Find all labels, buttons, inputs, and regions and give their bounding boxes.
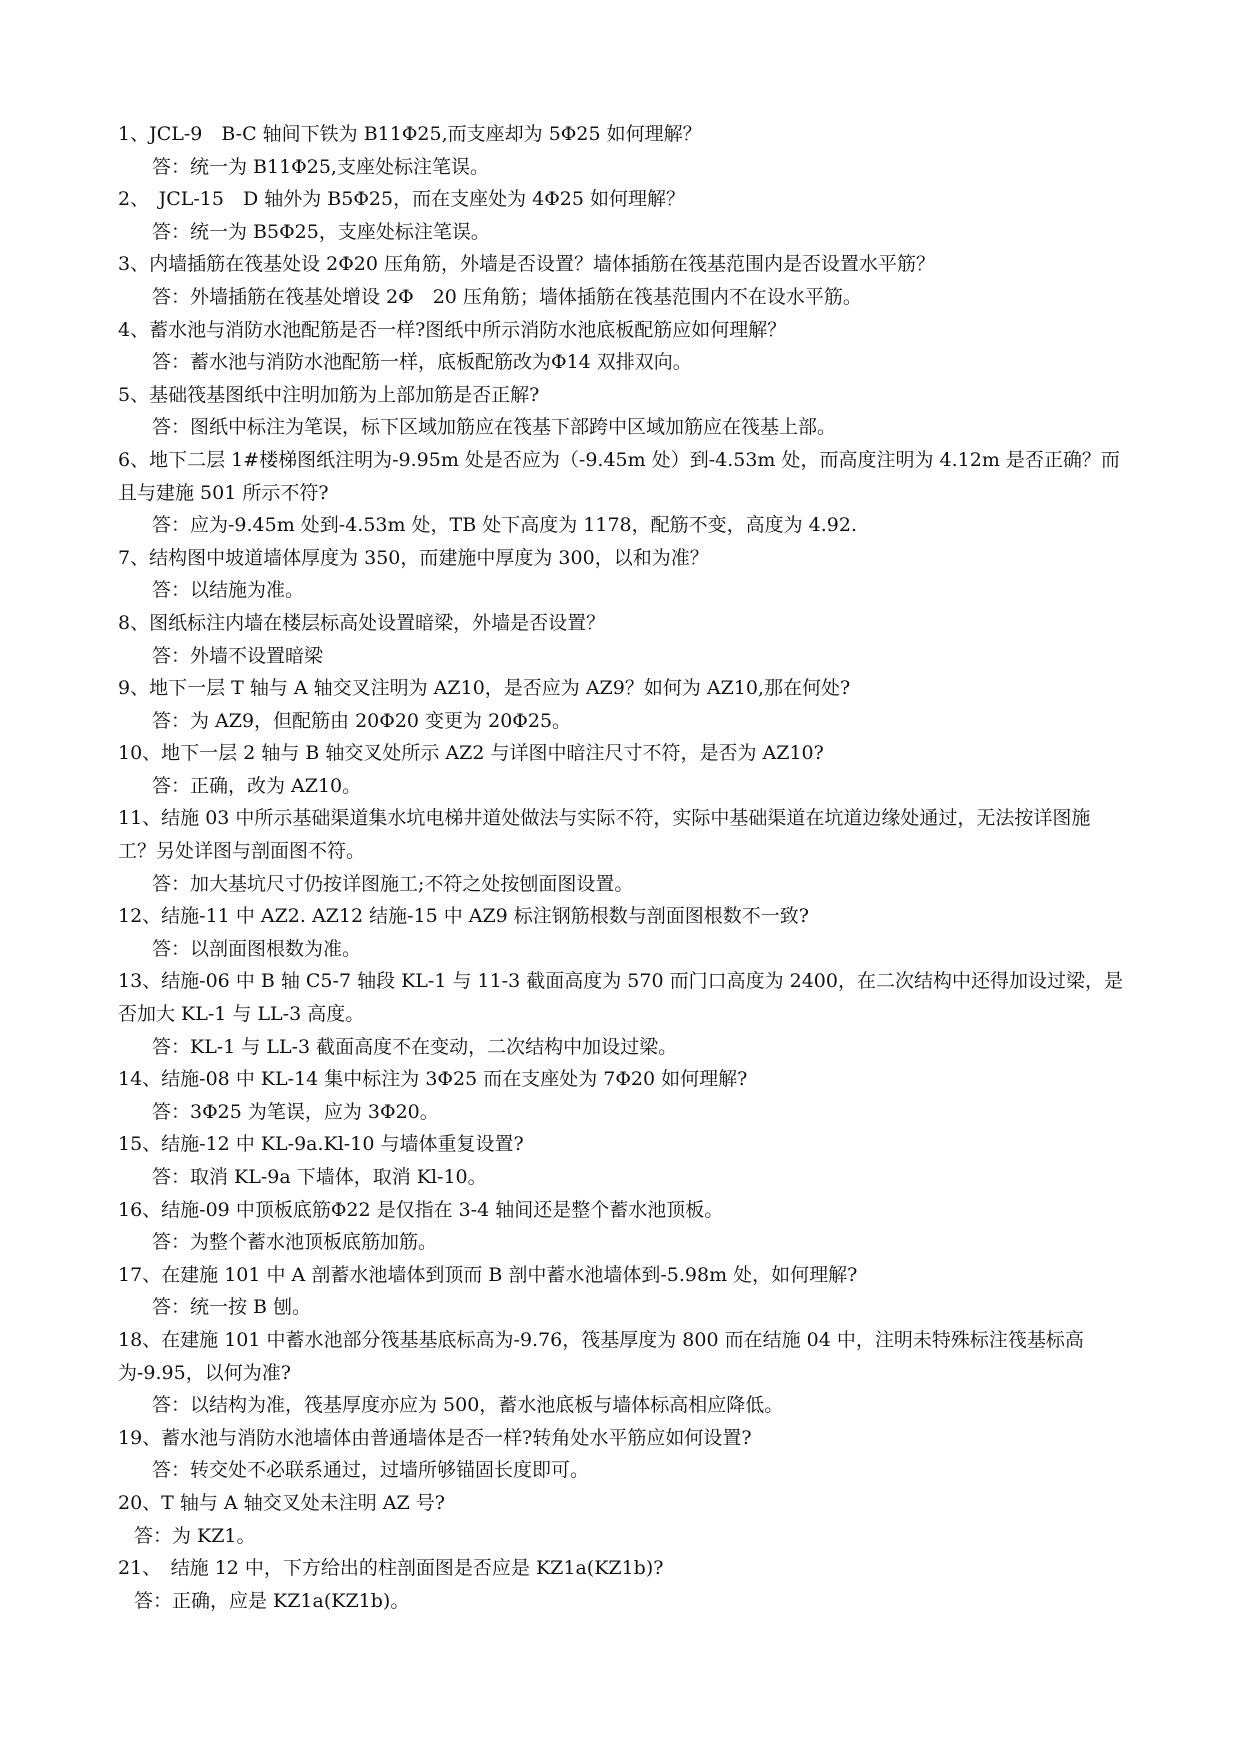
question-2: 2、 JCL-15 D 轴外为 B5Φ25，而在支座处为 4Φ25 如何理解？ — [118, 188, 685, 211]
question-12: 12、结施-11 中 AZ2. AZ12 结施-15 中 AZ9 标注钢筋根数与剖面图根数不一致? — [118, 905, 809, 928]
answer-4: 答：蓄水池与消防水池配筋一样，底板配筋改为Φ14 双排双向。 — [152, 351, 692, 374]
question-5: 5、基础筏基图纸中注明加筋为上部加筋是否正解? — [118, 383, 540, 406]
answer-5: 答：图纸中标注为笔误，标下区域加筋应在筏基下部跨中区域加筋应在筏基上部。 — [152, 416, 837, 439]
answer-7: 答：以结施为准。 — [152, 579, 305, 602]
answer-12: 答：以剖面图根数为准。 — [152, 937, 362, 960]
question-19: 19、蓄水池与消防水池墙体由普通墙体是否一样?转角处水平筋应如何设置? — [118, 1426, 752, 1449]
answer-10: 答：正确，改为 AZ10。 — [152, 774, 362, 797]
answer-17: 答：统一按 B 刨。 — [152, 1296, 312, 1319]
answer-18: 答：以结构为准，筏基厚度亦应为 500，蓄水池底板与墙体标高相应降低。 — [152, 1394, 784, 1417]
question-18: 18、在建施 101 中蓄水池部分筏基基底标高为-9.76，筏基厚度为 800 而在结施 04 中，注明未特殊标注筏基标高为-9.95，以何为准? — [118, 1328, 1084, 1384]
question-20: 20、T 轴与 A 轴交叉处未注明 AZ 号? — [118, 1491, 445, 1514]
question-4: 4、蓄水池与消防水池配筋是否一样?图纸中所示消防水池底板配筋应如何理解？ — [118, 318, 787, 341]
question-21: 21、 结施 12 中，下方给出的柱剖面图是否应是 KZ1a(KZ1b)? — [118, 1557, 664, 1580]
question-14: 14、结施-08 中 KL-14 集中标注为 3Φ25 而在支座处为 7Φ20 如何理解? — [118, 1068, 748, 1091]
answer-21: 答：正确，应是 KZ1a(KZ1b)。 — [134, 1589, 410, 1612]
question-8: 8、图纸标注内墙在楼层标高处设置暗梁，外墙是否设置？ — [118, 611, 606, 634]
question-17: 17、在建施 101 中 A 剖蓄水池墙体到顶而 B 剖中蓄水池墙体到-5.98m 处，如何理解? — [118, 1263, 858, 1286]
answer-8: 答：外墙不设置暗梁 — [152, 644, 324, 667]
answer-6: 答：应为-9.45m 处到-4.53m 处，TB 处下高度为 1178，配筋不变，高度为 4.92. — [152, 514, 858, 537]
answer-13: 答：KL-1 与 LL-3 截面高度不在变动，二次结构中加设过梁。 — [152, 1035, 678, 1058]
question-15: 15、结施-12 中 KL-9a.Kl-10 与墙体重复设置? — [118, 1133, 524, 1156]
answer-15: 答：取消 KL-9a 下墙体，取消 Kl-10。 — [152, 1166, 487, 1188]
answer-16: 答：为整个蓄水池顶板底筋加筋。 — [152, 1231, 438, 1254]
answer-19: 答：转交处不必联系通过，过墙所够锚固长度即可。 — [152, 1459, 590, 1482]
question-11: 11、结施 03 中所示基础渠道集水坑电梯井道处做法与实际不符，实际中基础渠道在坑道边缘处通过，无法按详图施工？另处详图与剖面图不符。 — [118, 807, 1091, 863]
answer-2: 答：统一为 B5Φ25，支座处标注笔误。 — [152, 220, 490, 243]
answer-11: 答：加大基坑尺寸仍按详图施工;不符之处按刨面图设置。 — [152, 872, 634, 895]
answer-20: 答：为 KZ1。 — [134, 1524, 256, 1547]
question-1: 1、JCL-9 B-C 轴间下铁为 B11Φ25,而支座却为 5Φ25 如何理解？ — [118, 123, 702, 145]
qa-list — [118, 118, 1128, 1617]
question-9: 9、地下一层 T 轴与 A 轴交叉注明为 AZ10，是否应为 AZ9？如何为 AZ10,那在何处? — [118, 677, 851, 700]
question-10: 10、地下一层 2 轴与 B 轴交叉处所示 AZ2 与详图中暗注尺寸不符，是否为 AZ10? — [118, 742, 824, 765]
answer-14: 答：3Φ25 为笔误，应为 3Φ20。 — [152, 1100, 439, 1123]
question-6: 6、地下二层 1#楼梯图纸注明为-9.95m 处是否应为（-9.45m 处）到-4.53m 处，而高度注明为 4.12m 是否正确？而且与建施 501 所示不符? — [118, 448, 1120, 504]
question-7: 7、结构图中坡道墙体厚度为 350，而建施中厚度为 300，以和为准？ — [118, 546, 709, 569]
answer-3: 答：外墙插筋在筏基处增设 2Φ 20 压角筋；墙体插筋在筏基范围内不在设水平筋。 — [152, 285, 862, 308]
answer-1: 答：统一为 B11Φ25,支座处标注笔误。 — [152, 155, 489, 178]
answer-9: 答：为 AZ9，但配筋由 20Φ20 变更为 20Φ25。 — [152, 709, 572, 732]
question-16: 16、结施-09 中顶板底筋Φ22 是仅指在 3-4 轴间还是整个蓄水池顶板。 — [118, 1198, 724, 1221]
question-13: 13、结施-06 中 B 轴 C5-7 轴段 KL-1 与 11-3 截面高度为 570 而门口高度为 2400，在二次结构中还得加设过梁，是否加大 KL-1 与 LL-3 高度。 — [118, 970, 1123, 1026]
question-3: 3、内墙插筋在筏基处设 2Φ20 压角筋，外墙是否设置？墙体插筋在筏基范围内是否设置水平筋？ — [118, 253, 936, 276]
